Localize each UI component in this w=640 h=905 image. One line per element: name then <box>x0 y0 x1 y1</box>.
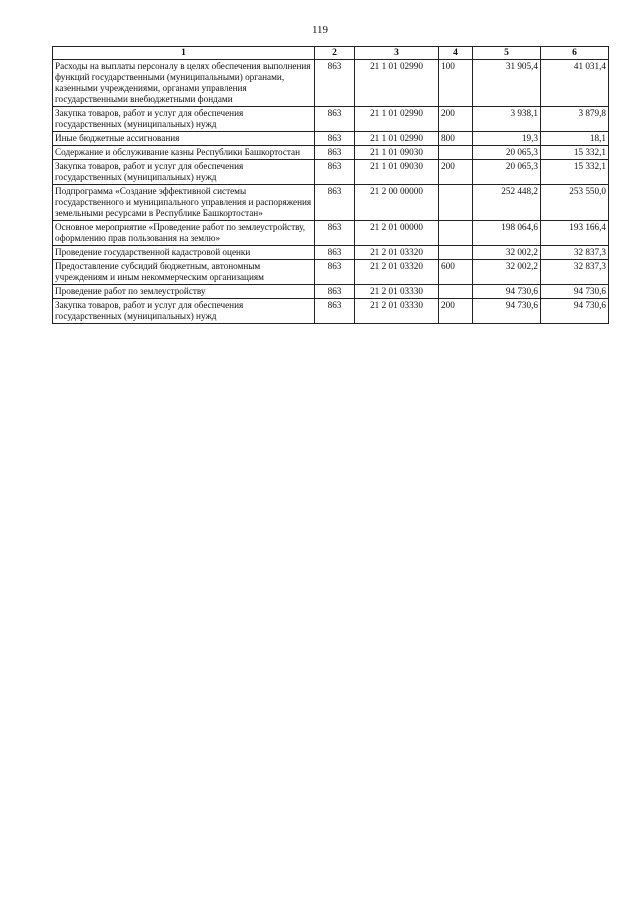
row-expense-type: 100 <box>439 60 473 107</box>
row-code: 863 <box>315 246 355 260</box>
row-name: Содержание и обслуживание казны Республики Башкортостан <box>53 146 315 160</box>
row-expense-type <box>439 246 473 260</box>
row-amount-2: 18,1 <box>541 132 609 146</box>
row-amount-1: 198 064,6 <box>473 221 541 246</box>
row-target-article: 21 2 01 00000 <box>355 221 439 246</box>
row-name: Проведение работ по землеустройству <box>53 285 315 299</box>
row-amount-1: 94 730,6 <box>473 299 541 324</box>
row-name: Расходы на выплаты персоналу в целях обеспечения выполнения функций государственными (муниципальными) органами, казенными учреждениями, органами управления государственными внебюджетными фондами <box>53 60 315 107</box>
column-header-6: 6 <box>541 47 609 60</box>
row-expense-type: 200 <box>439 107 473 132</box>
column-header-3: 3 <box>355 47 439 60</box>
row-name: Предоставление субсидий бюджетным, автономным учреждениям и иным некоммерческим организациям <box>53 260 315 285</box>
row-target-article: 21 1 01 02990 <box>355 132 439 146</box>
table-row <box>53 221 609 246</box>
table-row <box>53 160 609 185</box>
row-expense-type: 200 <box>439 299 473 324</box>
row-amount-2: 32 837,3 <box>541 260 609 285</box>
row-code: 863 <box>315 107 355 132</box>
row-code: 863 <box>315 160 355 185</box>
table-row <box>53 146 609 160</box>
table-row <box>53 185 609 221</box>
column-header-1: 1 <box>53 47 315 60</box>
row-expense-type: 800 <box>439 132 473 146</box>
row-code: 863 <box>315 299 355 324</box>
row-amount-1: 252 448,2 <box>473 185 541 221</box>
row-amount-2: 193 166,4 <box>541 221 609 246</box>
row-target-article: 21 1 01 02990 <box>355 107 439 132</box>
row-name: Иные бюджетные ассигнования <box>53 132 315 146</box>
row-code: 863 <box>315 146 355 160</box>
row-target-article: 21 1 01 09030 <box>355 146 439 160</box>
row-target-article: 21 2 01 03320 <box>355 260 439 285</box>
row-name: Закупка товаров, работ и услуг для обеспечения государственных (муниципальных) нужд <box>53 160 315 185</box>
table-row <box>53 260 609 285</box>
row-amount-1: 20 065,3 <box>473 160 541 185</box>
row-code: 863 <box>315 221 355 246</box>
row-amount-1: 20 065,3 <box>473 146 541 160</box>
row-expense-type: 200 <box>439 160 473 185</box>
row-name: Проведение государственной кадастровой оценки <box>53 246 315 260</box>
row-code: 863 <box>315 132 355 146</box>
row-amount-1: 3 938,1 <box>473 107 541 132</box>
row-expense-type <box>439 185 473 221</box>
row-amount-1: 94 730,6 <box>473 285 541 299</box>
table-row <box>53 60 609 107</box>
table-row <box>53 107 609 132</box>
row-amount-2: 3 879,8 <box>541 107 609 132</box>
budget-table <box>52 46 609 324</box>
row-name: Основное мероприятие «Проведение работ по землеустройству, оформлению прав пользования на землю» <box>53 221 315 246</box>
row-expense-type: 600 <box>439 260 473 285</box>
row-name: Подпрограмма «Создание эффективной системы государственного и муниципального управления и распоряжения земельными ресурсами в Республике Башкортостан» <box>53 185 315 221</box>
row-target-article: 21 1 01 02990 <box>355 60 439 107</box>
row-amount-1: 31 905,4 <box>473 60 541 107</box>
row-target-article: 21 2 01 03330 <box>355 299 439 324</box>
row-amount-2: 253 550,0 <box>541 185 609 221</box>
row-code: 863 <box>315 185 355 221</box>
row-expense-type <box>439 285 473 299</box>
row-name: Закупка товаров, работ и услуг для обеспечения государственных (муниципальных) нужд <box>53 299 315 324</box>
row-amount-1: 19,3 <box>473 132 541 146</box>
table-row <box>53 246 609 260</box>
row-code: 863 <box>315 260 355 285</box>
table-row <box>53 299 609 324</box>
page-number: 119 <box>311 24 329 36</box>
table-row <box>53 285 609 299</box>
row-expense-type <box>439 146 473 160</box>
column-header-5: 5 <box>473 47 541 60</box>
table-row <box>53 132 609 146</box>
row-code: 863 <box>315 60 355 107</box>
row-target-article: 21 2 01 03320 <box>355 246 439 260</box>
row-amount-1: 32 002,2 <box>473 246 541 260</box>
row-target-article: 21 2 01 03330 <box>355 285 439 299</box>
column-header-2: 2 <box>315 47 355 60</box>
row-amount-2: 94 730,6 <box>541 285 609 299</box>
row-expense-type <box>439 221 473 246</box>
row-target-article: 21 2 00 00000 <box>355 185 439 221</box>
row-target-article: 21 1 01 09030 <box>355 160 439 185</box>
row-amount-2: 41 031,4 <box>541 60 609 107</box>
column-header-4: 4 <box>439 47 473 60</box>
row-name: Закупка товаров, работ и услуг для обеспечения государственных (муниципальных) нужд <box>53 107 315 132</box>
row-amount-1: 32 002,2 <box>473 260 541 285</box>
row-amount-2: 32 837,3 <box>541 246 609 260</box>
row-code: 863 <box>315 285 355 299</box>
row-amount-2: 15 332,1 <box>541 146 609 160</box>
table-header-row <box>53 47 609 60</box>
row-amount-2: 94 730,6 <box>541 299 609 324</box>
row-amount-2: 15 332,1 <box>541 160 609 185</box>
